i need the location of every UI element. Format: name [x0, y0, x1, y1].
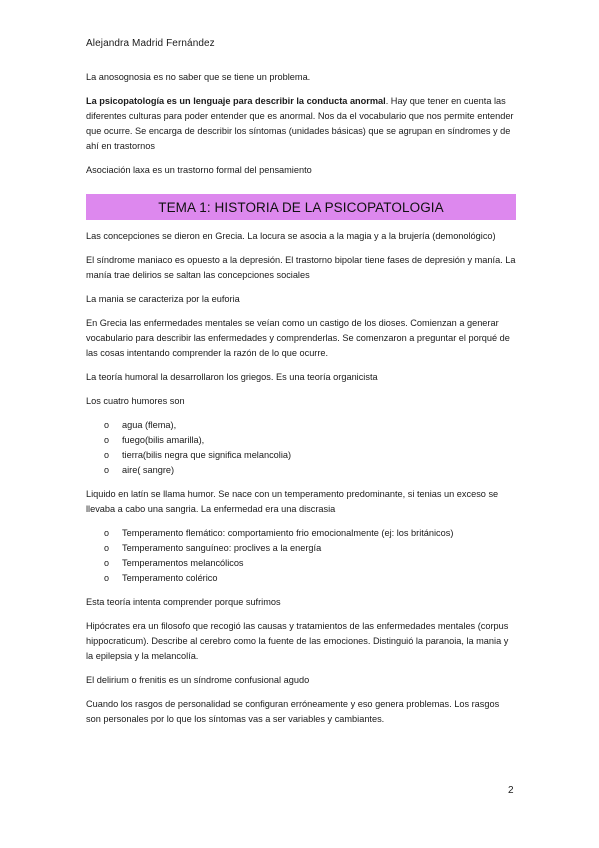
paragraph-psicopatologia: [86, 94, 516, 154]
list-item: o Temperamento flemático: comportamiento frio emocionalmente (ej: los británicos): [104, 526, 516, 541]
definition-rest: . Hay que tener en cuenta las diferentes culturas para poder entender que es anormal. Nos da el vocabulario que nos permite entender que ocurre. Se encarga de describir los síntomas (unidades básicas) que se agrupan en síndromes y de ahí en trastornos: [86, 96, 514, 151]
list-item: o Temperamento colérico: [104, 571, 516, 586]
paragraph-rasgos-personalidad: Cuando los rasgos de personalidad se configuran erróneamente y eso genera problemas. Los rasgos son personales por lo que los síntomas vas a ser variables y cambiantes.: [86, 699, 500, 724]
paragraph-castigo-dioses: En Grecia las enfermedades mentales se veían como un castigo de los dioses. Comienzan a generar vocabulario para describir las enfermedades y comprenderlas. Se comenzaron a preguntar el porqué de las cosas intentando comprender la razón de lo que ocurre.: [86, 318, 510, 358]
list-item: o Temperamentos melancólicos: [104, 556, 516, 571]
section-heading: TEMA 1: HISTORIA DE LA PSICOPATOLOGIA: [158, 199, 444, 215]
list-item: o fuego(bilis amarilla),: [104, 433, 516, 448]
paragraph-anosognosia: La anosognosia es no saber que se tiene un problema.: [86, 72, 311, 82]
page-number: 2: [508, 785, 514, 796]
paragraph-hipocrates: Hipócrates era un filosofo que recogió las causas y tratamientos de las enfermedades mentales (corpus hippocraticum). Describe al cerebro como la fuente de las emociones. Distinguió la paranoia, la mania y la epilepsia y la melancolía.: [86, 621, 509, 661]
list-item: o Temperamento sanguíneo: proclives a la energía: [104, 541, 516, 556]
paragraph-asociacion-laxa: Asociación laxa es un trastorno formal del pensamiento: [86, 165, 312, 175]
humores-list: [86, 418, 516, 478]
paragraph-liquido-humor: Liquido en latín se llama humor. Se nace con un temperamento predominante, si tenias un exceso se llevaba a cabo una sangria. La enfermedad era una discrasia: [86, 489, 499, 514]
list-item: o agua (flema),: [104, 418, 516, 433]
temperamentos-list: [86, 526, 516, 586]
document-body: [86, 70, 516, 736]
paragraph-sufrimos: Esta teoría intenta comprender porque sufrimos: [86, 597, 281, 607]
paragraph-teoria-humoral: La teoría humoral la desarrollaron los griegos. Es una teoría organicista: [86, 372, 378, 382]
author-header: Alejandra Madrid Fernández: [86, 38, 215, 49]
paragraph-delirium: El delirium o frenitis es un síndrome confusional agudo: [86, 675, 310, 685]
list-item: o tierra(bilis negra que significa melancolia): [104, 448, 516, 463]
bold-definition: La psicopatología es un lenguaje para describir la conducta anormal: [86, 96, 386, 106]
paragraph-cuatro-humores: Los cuatro humores son: [86, 396, 185, 406]
paragraph-euforia: La mania se caracteriza por la euforia: [86, 294, 240, 304]
list-item: o aire( sangre): [104, 463, 516, 478]
paragraph-sindrome-maniaco: El síndrome maniaco es opuesto a la depresión. El trastorno bipolar tiene fases de depresión y manía. La manía trae delirios se saltan las concepciones sociales: [86, 255, 516, 280]
paragraph-grecia: Las concepciones se dieron en Grecia. La locura se asocia a la magia y a la brujería (demonológico): [86, 231, 496, 241]
section-heading-band: [86, 194, 516, 220]
